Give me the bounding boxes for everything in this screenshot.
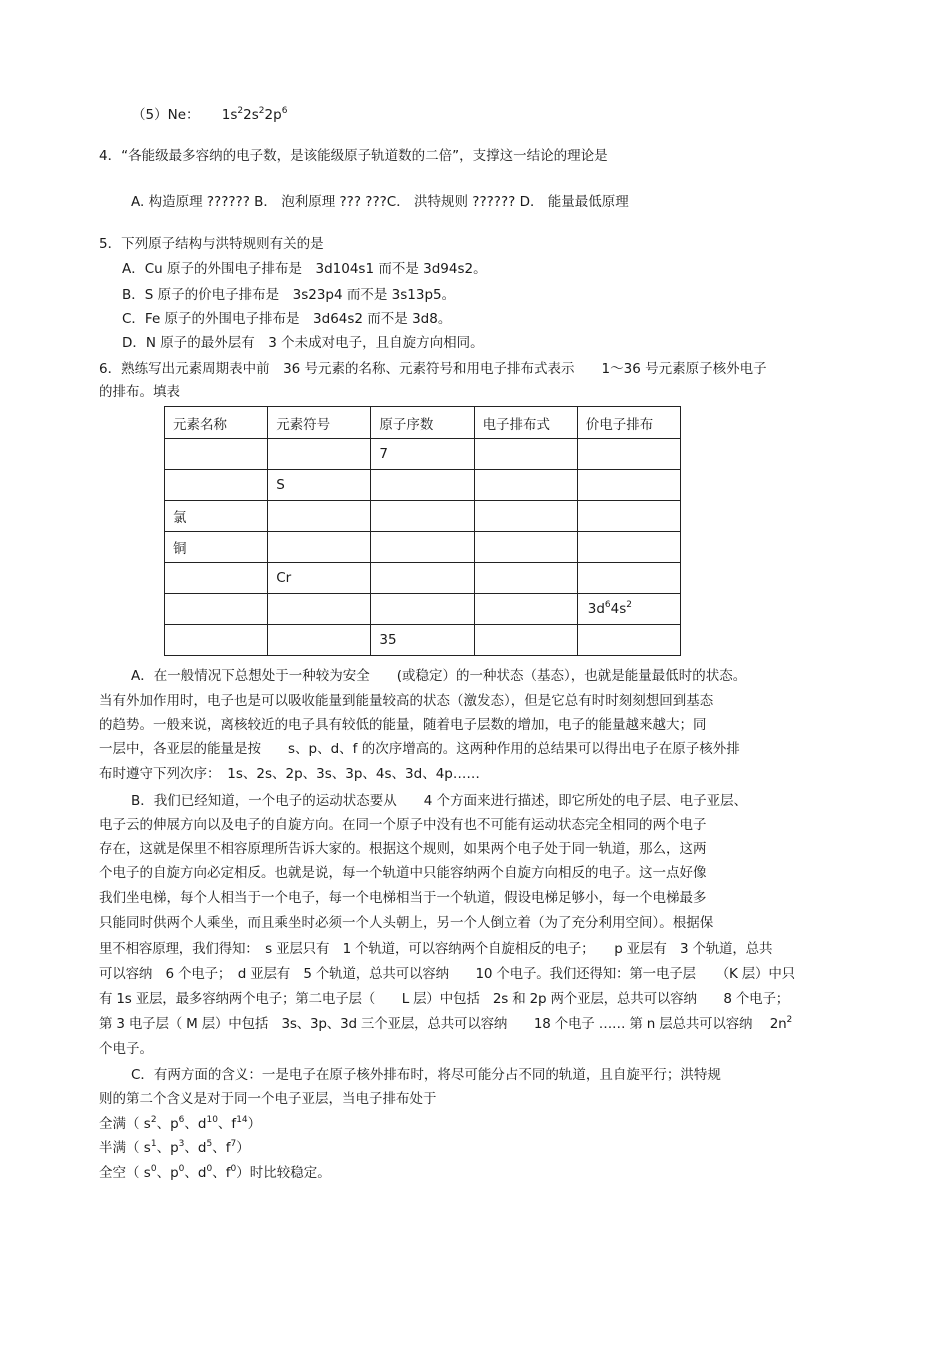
state-half: 半满（ $s^1$、$p^3$、$d^5$、$f^7$） [99,1139,250,1156]
para-a-line: 布时遵守下列次序： 1s、2s、2p、3s、3p、4s、3d、4p…… [99,766,480,782]
orbital: f [225,1140,231,1156]
para-a-line: 当有外加作用时，电子也是可以吸收能量到能量较高的状态（激发态），但是它总有时时刻刻想回到基态 [99,693,714,709]
para-b-line-n [99,1015,792,1033]
q6-line1: 6．熟练写出元素周期表中前 36 号元素的名称、元素符号和用电子排布式表示 1～36 号元素原子核外电子 [99,361,767,377]
state-end: ） [247,1116,262,1132]
table-cell[interactable] [165,594,268,625]
orbital-sup: 14 [236,1115,248,1125]
orbital: p [170,1165,179,1181]
table-cell[interactable] [371,532,474,563]
table-cell[interactable] [474,563,577,594]
state-label: 全满（ [99,1116,140,1132]
q5b-option-a: A．Cu 原子的外围电子排布是 3d104s1 而不是 3d94s2。 [122,261,487,277]
cfg-2p: 2p [264,107,282,123]
val-3d-sup: 6 [604,600,611,610]
para-b-line: 里不相容原理，我们得知： s 亚层只有 1 个轨道，可以容纳两个自旋相反的电子； p 亚层有 3 个轨道，总共 [99,941,773,957]
orbital-sup: 6 [178,1115,185,1125]
cfg-1s: 1s [221,107,238,123]
ne-config [222,107,288,123]
val-3d: 3d [587,601,605,617]
state-empty: 全空（ $s^0$、$p^0$、$d^0$、$f^0$）时比较稳定。 [99,1164,331,1181]
table-cell[interactable] [268,594,371,625]
table-cell[interactable] [474,501,577,532]
para-a-line: 一层中，各亚层的能量是按 s、p、d、f 的次序增高的。这两种作用的总结果可以得出电子在原子核外排 [99,741,740,757]
orbital-sup: 0 [178,1164,185,1174]
para-b-line: 有 1s 亚层，最多容纳两个电子；第二电子层（ L 层）中包括 2s 和 2p 两个亚层，总共可以容纳 8 个电子； [99,991,790,1007]
q5b-option-b: B．S 原子的价电子排布是 3s23p4 而不是 3s13p5。 [122,287,456,303]
table-cell[interactable] [371,501,474,532]
orbital-sup: 10 [206,1115,218,1125]
orbital: d [197,1116,207,1132]
orbital: s [143,1140,151,1156]
table-cell[interactable] [165,470,268,501]
table-cell[interactable]: 氯 [165,501,268,532]
q4-options: A. 构造原理 ?????? B． 泡利原理 ??? ???C． 洪特规则 ?????? D． 能量最低原理 [131,194,629,210]
orbital: p [170,1116,179,1132]
table-cell[interactable] [371,470,474,501]
table-row [165,563,681,594]
table-cell[interactable] [268,532,371,563]
table-cell[interactable]: 7 [371,439,474,470]
table-header: 元素符号 [268,407,371,439]
orbital: s [143,1165,151,1181]
table-header: 原子序数 [371,407,474,439]
q4-stem: 4．“各能级最多容纳的电子数，是该能级原子轨道数的二倍”，支撑这一结论的理论是 [99,148,608,164]
para-c-line: 则的第二个含义是对于同一个电子亚层，当电子排布处于 [99,1091,437,1107]
state-end: ） [236,1140,250,1156]
table-cell[interactable] [165,625,268,656]
q5-prefix: （5）Ne： [132,107,200,123]
para-b-line-text: 第 3 电子层（ M 层）中包括 3s、3p、3d 三个亚层，总共可以容纳 18 个电子 …… 第 n 层总共可以容纳 2n [99,1016,787,1032]
orbital-sup: 0 [150,1164,157,1174]
table-cell[interactable] [577,625,680,656]
para-c-line: C．有两方面的含义：一是电子在原子核外排布时，将尽可能分占不同的轨道，且自旋平行；洪特规 [131,1067,721,1083]
cfg-1s-sup: 2 [237,106,244,116]
table-cell[interactable] [577,439,680,470]
q5b-stem: 5．下列原子结构与洪特规则有关的是 [99,236,324,252]
para-b-line: 电子云的伸展方向以及电子的自旋方向。在同一个原子中没有也不可能有运动状态完全相同的两个电子 [99,817,707,833]
para-b-line: 我们坐电梯，每个人相当于一个电子，每一个电梯相当于一个轨道，假设电梯足够小，每一个电梯最多 [99,890,707,906]
para-b-line: 可以容纳 6 个电子； d 亚层有 5 个轨道，总共可以容纳 10 个电子。我们还得知：第一电子层 （K 层）中只 [99,966,795,982]
table-cell[interactable] [268,439,371,470]
q5b-option-c: C．Fe 原子的外围电子排布是 3d64s2 而不是 3d8。 [122,311,452,327]
table-header: 元素名称 [165,407,268,439]
cfg-2p-sup: 6 [281,106,288,116]
para-b-line: 只能同时供两个人乘坐，而且乘坐时必须一个人头朝上，另一个人倒立着（为了充分利用空间）。根据保 [99,915,714,931]
orbital: d [197,1165,207,1181]
table-cell[interactable] [577,532,680,563]
q5b-option-d: D．N 原子的最外层有 3 个未成对电子，且自旋方向相同。 [122,335,484,351]
table-cell[interactable] [165,563,268,594]
orbital: f [225,1165,231,1181]
val-4s: 4s [610,601,627,617]
table-cell[interactable] [371,563,474,594]
table-header-row [165,407,681,439]
table-cell-valence[interactable] [577,594,680,625]
table-row [165,439,681,470]
table-cell[interactable] [474,594,577,625]
table-row [165,501,681,532]
orbital-sup: 7 [230,1139,237,1149]
para-a-line: A．在一般情况下总想处于一种较为安全 (或稳定）的一种状态（基态），也就是能量最低时的状态。 [131,668,747,684]
orbital-sup: 5 [206,1139,213,1149]
table-cell[interactable] [268,501,371,532]
para-b-line: 存在，这就是保里不相容原理所告诉大家的。根据这个规则，如果两个电子处于同一轨道，那么，这两 [99,841,707,857]
table-cell[interactable] [165,439,268,470]
element-table [164,406,681,656]
orbital: f [231,1116,237,1132]
state-end: ）时比较稳定。 [236,1165,331,1181]
orbital-sup: 0 [206,1164,213,1174]
table-cell[interactable] [474,439,577,470]
orbital-sup: 0 [230,1164,237,1174]
q5-ne-line [132,106,287,124]
table-row [165,594,681,625]
para-b-line: 个电子的自旋方向必定相反。也就是说，每一个轨道中只能容纳两个自旋方向相反的电子。这一点好像 [99,865,707,881]
table-cell[interactable] [577,470,680,501]
table-cell[interactable]: S [268,470,371,501]
para-b-line: 个电子。 [99,1041,153,1057]
table-cell[interactable] [474,532,577,563]
state-label: 全空（ [99,1165,140,1181]
table-cell[interactable] [474,625,577,656]
table-row [165,470,681,501]
orbital: p [170,1140,179,1156]
state-label: 半满（ [99,1140,140,1156]
n-squared-sup: 2 [786,1015,792,1025]
table-cell[interactable] [474,470,577,501]
cfg-2s-sup: 2 [258,106,265,116]
orbital-sup: 1 [150,1139,157,1149]
orbital-sup: 3 [178,1139,185,1149]
table-cell[interactable]: Cr [268,563,371,594]
para-a-line: 的趋势。一般来说，离核较近的电子具有较低的能量，随着电子层数的增加，电子的能量越来越大；同 [99,717,707,733]
table-cell[interactable] [371,594,474,625]
table-header: 价电子排布 [577,407,680,439]
cfg-2s: 2s [243,107,259,123]
table-cell[interactable]: 35 [371,625,474,656]
table-cell[interactable]: 铜 [165,532,268,563]
table-cell[interactable] [577,501,680,532]
val-4s-sup: 2 [626,600,633,610]
table-cell[interactable] [577,563,680,594]
para-b-line: B．我们已经知道，一个电子的运动状态要从 4 个方面来进行描述，即它所处的电子层、电子亚层、 [131,793,748,809]
orbital: d [197,1140,207,1156]
orbital: s [143,1116,151,1132]
table-row [165,532,681,563]
table-header: 电子排布式 [474,407,577,439]
table-cell[interactable] [268,625,371,656]
q6-line2: 的排布。填表 [99,384,180,400]
state-full: 全满（ $s^2$、$p^6$、$d^{10}$、$f^{14}$） [99,1115,262,1132]
orbital-sup: 2 [150,1115,157,1125]
table-row [165,625,681,656]
